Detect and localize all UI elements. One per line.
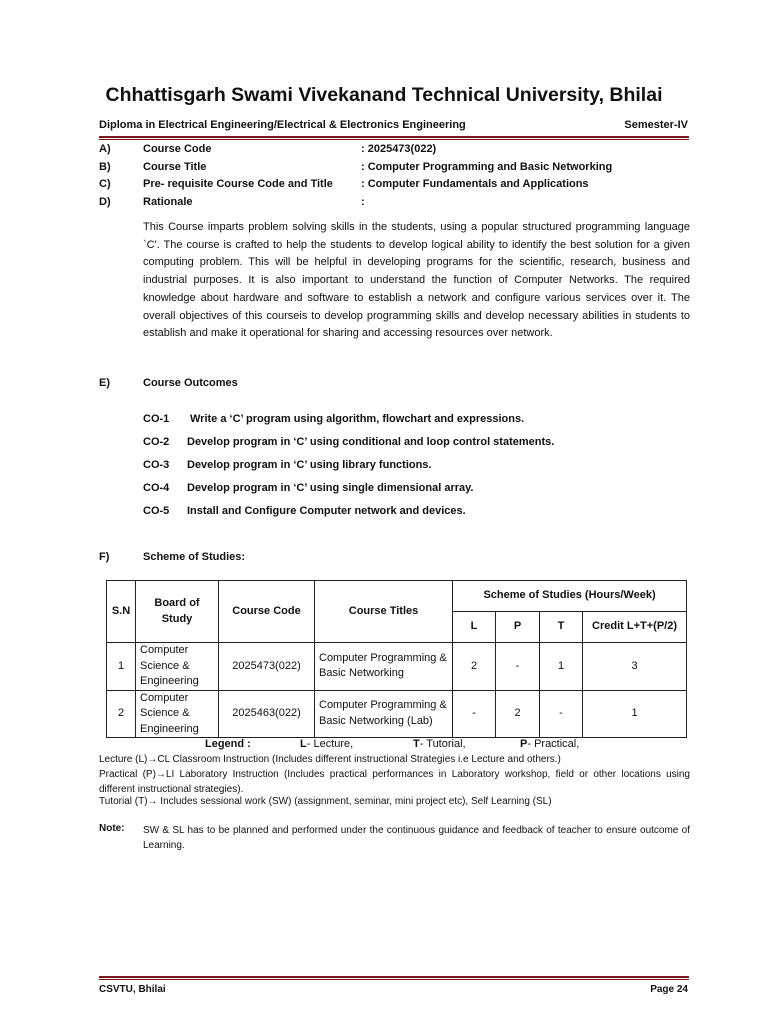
note-text: SW & SL has to be planned and performed under the continuous guidance and feedback of teacher to ensure outcome of Learning. <box>143 825 690 851</box>
header-scheme: Scheme of Studies (Hours/Week) <box>453 581 687 612</box>
co-code: CO-2 <box>143 436 170 448</box>
course-outcome <box>143 436 554 448</box>
course-outcomes-heading: Course Outcomes <box>143 377 238 389</box>
info-letter: B) <box>99 161 111 173</box>
co-text: Write a ‘C’ program using algorithm, flowchart and expressions. <box>190 413 525 425</box>
course-outcome <box>143 459 431 471</box>
rationale-paragraph: This Course imparts problem solving skills in the students, using a popular structured programming language `C'. The course is crafted to help the students to develop logical ability to identify the best solution for a given computing problem. This will be helpful in developing programs for the scientific, research, business and industrial purposes. It is also important to understand the function of Computer Networks. The required knowledge about hardware and software to establish a network and configure various services over it. The overall objectives of this courseis to develop programming skills and develop necessary abilities in students to establish and make it operational for sharing and accessing resources over network. <box>143 221 690 340</box>
explanation-tutorial: Tutorial (T)→ Includes sessional work (SW) (assignment, seminar, mini project etc), Self Learning (SL) <box>99 796 552 807</box>
explanation-lecture: Lecture (L)→CL Classroom Instruction (Includes different instructional Strategies i.e Lecture and others.) <box>99 754 561 765</box>
header-p: P <box>496 612 540 643</box>
header-titles: Course Titles <box>315 581 453 643</box>
table-row <box>107 643 687 691</box>
table-row <box>107 690 687 738</box>
legend-t-val: - Tutorial, <box>419 738 466 750</box>
co-text: Develop program in ‘C’ using single dimensional array. <box>187 482 474 494</box>
legend-l-key: L <box>300 738 307 750</box>
footer-university: CSVTU, Bhilai <box>99 984 166 995</box>
table-header-row <box>107 581 687 612</box>
semester-label: Semester-IV <box>624 119 688 131</box>
cell-sn: 1 <box>107 643 136 691</box>
cell-l: - <box>453 690 496 738</box>
co-code: CO-1 <box>143 413 170 425</box>
legend-label: Legend : <box>205 738 251 750</box>
co-code: CO-3 <box>143 459 170 471</box>
co-text: Develop program in ‘C’ using conditional and loop control statements. <box>187 436 555 448</box>
legend-lecture <box>300 738 353 750</box>
co-code: CO-4 <box>143 482 170 494</box>
info-label: Pre- requisite Course Code and Title <box>143 178 333 190</box>
section-f-letter: F) <box>99 551 110 563</box>
header-sn: S.N <box>107 581 136 643</box>
header-rule-thin <box>99 139 689 140</box>
header-board: Board of Study <box>136 581 219 643</box>
header-code: Course Code <box>219 581 315 643</box>
co-text: Develop program in ‘C’ using library functions. <box>187 459 432 471</box>
program-name: Diploma in Electrical Engineering/Electrical & Electronics Engineering <box>99 119 466 131</box>
legend-practical <box>520 738 579 750</box>
cell-t: 1 <box>540 643 583 691</box>
note-label: Note: <box>99 823 125 834</box>
legend-tutorial <box>413 738 466 750</box>
header-credit: Credit L+T+(P/2) <box>583 612 687 643</box>
info-label: Course Title <box>143 161 207 173</box>
cell-board: Computer Science & Engineering <box>136 643 219 691</box>
cell-l: 2 <box>453 643 496 691</box>
info-row-rationale <box>99 196 690 212</box>
info-row-prerequisite <box>99 178 690 194</box>
legend-t-key: T <box>413 738 420 750</box>
info-value: : 2025473(022) <box>361 143 437 155</box>
course-outcome <box>143 482 473 494</box>
cell-credit: 3 <box>583 643 687 691</box>
info-row-course-code <box>99 143 690 159</box>
explanation-practical: Practical (P)→LI Laboratory Instruction (Includes practical performances in Laboratory workshop, field or other locations using different instructional strategies). <box>99 769 690 795</box>
info-letter: A) <box>99 143 111 155</box>
cell-p: 2 <box>496 690 540 738</box>
header-rule <box>99 136 689 138</box>
cell-title: Computer Programming & Basic Networking (Lab) <box>315 690 453 738</box>
co-code: CO-5 <box>143 505 170 517</box>
footer-rule <box>99 976 689 978</box>
legend-l-val: - Lecture, <box>306 738 354 750</box>
page-title: Chhattisgarh Swami Vivekanand Technical University, Bhilai <box>105 84 663 106</box>
page-number: Page 24 <box>650 984 688 995</box>
course-outcome <box>143 505 466 517</box>
info-letter: C) <box>99 178 111 190</box>
footer-rule-thin <box>99 979 689 980</box>
info-letter: D) <box>99 196 111 208</box>
info-value: : <box>361 196 365 208</box>
section-e-letter: E) <box>99 377 110 389</box>
cell-p: - <box>496 643 540 691</box>
info-label: Rationale <box>143 196 193 208</box>
info-value: : Computer Fundamentals and Applications <box>361 178 589 190</box>
header-t: T <box>540 612 583 643</box>
cell-sn: 2 <box>107 690 136 738</box>
legend-p-key: P <box>520 738 528 750</box>
cell-t: - <box>540 690 583 738</box>
program-header <box>99 119 688 135</box>
course-outcome <box>143 413 524 425</box>
info-row-course-title <box>99 161 690 177</box>
cell-credit: 1 <box>583 690 687 738</box>
cell-code: 2025473(022) <box>219 643 315 691</box>
cell-board: Computer Science & Engineering <box>136 690 219 738</box>
legend-p-val: - Practical, <box>527 738 580 750</box>
info-value: : Computer Programming and Basic Networking <box>361 161 613 173</box>
info-label: Course Code <box>143 143 212 155</box>
scheme-table <box>106 580 687 738</box>
cell-title: Computer Programming & Basic Networking <box>315 643 453 691</box>
scheme-heading: Scheme of Studies: <box>143 551 246 563</box>
header-l: L <box>453 612 496 643</box>
cell-code: 2025463(022) <box>219 690 315 738</box>
co-text: Install and Configure Computer network and devices. <box>187 505 466 517</box>
